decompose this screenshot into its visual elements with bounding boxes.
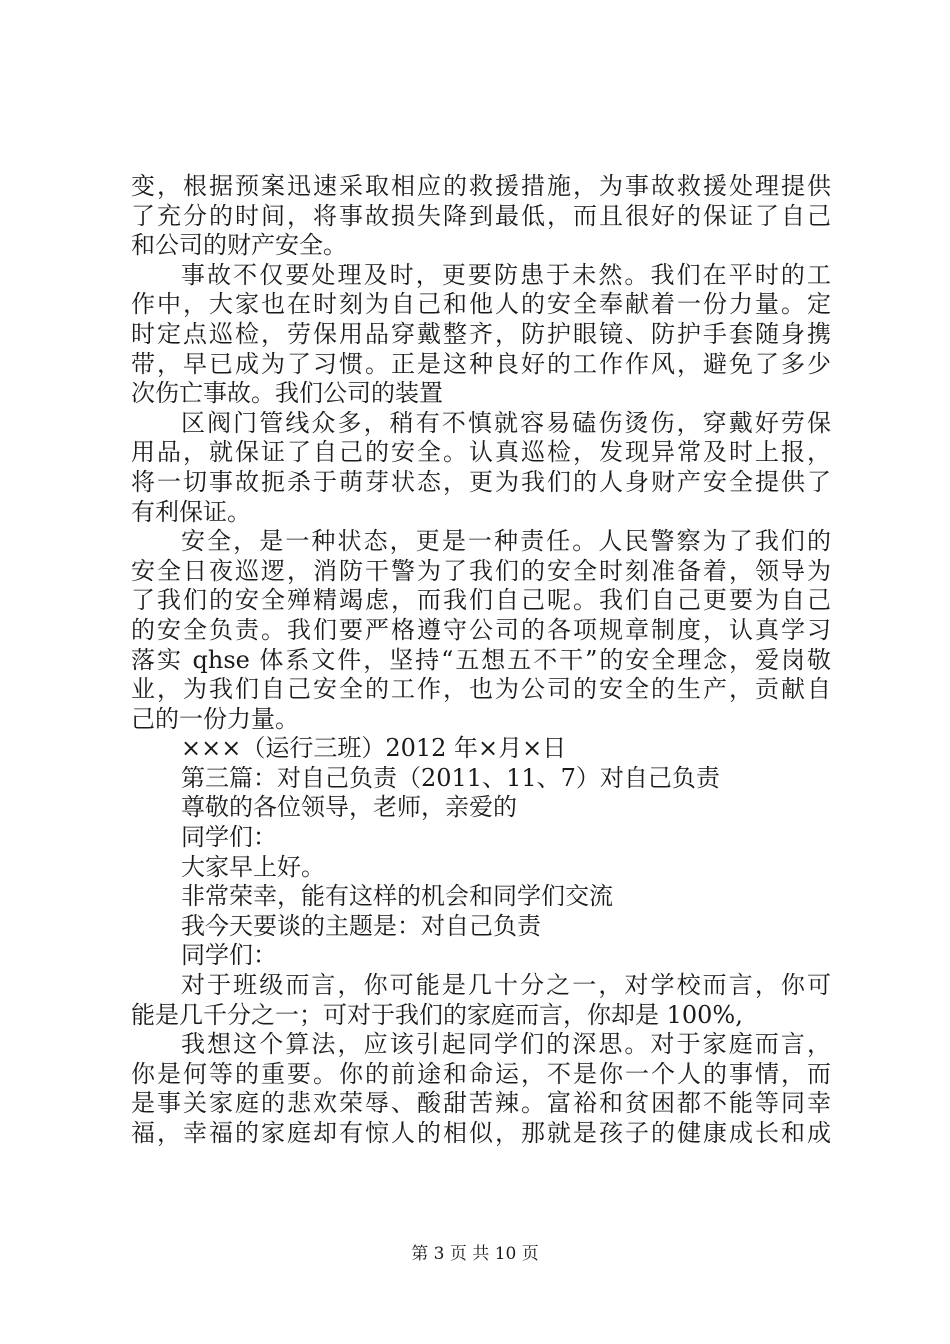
- text-line: 己的一份力量。: [131, 704, 299, 733]
- text-line: 带，早已成为了习惯。正是这种良好的工作作风，避免了多少: [131, 349, 831, 378]
- text-line: 大家早上好。: [181, 852, 325, 881]
- text-line: 区阀门管线众多，稍有不慎就容易磕伤烫伤，穿戴好劳保: [181, 408, 831, 437]
- text-line: 和公司的财产安全。: [131, 231, 347, 260]
- text-line: 是事关家庭的悲欢荣辱、酸甜苦辣。富裕和贫困都不能等同幸: [131, 1089, 831, 1118]
- text-line: 将一切事故扼杀于萌芽状态，更为我们的人身财产安全提供了: [131, 467, 831, 496]
- text-line: 第三篇：对自己负责（2011、11、7）对自己负责: [181, 763, 720, 792]
- text-line: 对于班级而言，你可能是几十分之一，对学校而言，你可: [181, 971, 831, 1000]
- text-line: 我想这个算法，应该引起同学们的深思。对于家庭而言，: [181, 1030, 831, 1059]
- text-line: 非常荣幸，能有这样的机会和同学们交流: [181, 882, 613, 911]
- text-line: 作中，大家也在时刻为自己和他人的安全奉献着一份力量。定: [131, 290, 831, 319]
- text-line: 变，根据预案迅速采取相应的救援措施，为事故救援处理提供: [131, 172, 831, 200]
- text-line: 次伤亡事故。我们公司的装置: [131, 379, 443, 408]
- text-line: 能是几千分之一；可对于我们的家庭而言，你却是 100%,: [131, 1000, 743, 1029]
- text-line: 安全，是一种状态，更是一种责任。人民警察为了我们的: [181, 527, 831, 556]
- page-footer: 第 3 页 共 10 页: [411, 1244, 539, 1264]
- text-line: 有利保证。: [131, 497, 251, 526]
- text-line: 用品，就保证了自己的安全。认真巡检，发现异常及时上报，: [131, 438, 831, 467]
- text-line: 同学们：: [181, 941, 277, 970]
- text-line: 的安全负责。我们要严格遵守公司的各项规章制度，认真学习: [131, 615, 831, 644]
- text-line: 了我们的安全殚精竭虑，而我们自己呢。我们自己更要为自己: [131, 586, 831, 615]
- text-line: 福，幸福的家庭却有惊人的相似，那就是孩子的健康成长和成: [131, 1119, 831, 1147]
- text-line: 我今天要谈的主题是：对自己负责: [181, 911, 541, 940]
- document-body: [131, 172, 831, 1149]
- text-line: 尊敬的各位领导，老师，亲爱的: [181, 793, 517, 822]
- text-line: 业，为我们自己安全的工作，也为公司的安全的生产，贡献自: [131, 675, 831, 704]
- text-line: 安全日夜巡逻，消防干警为了我们的安全时刻准备着，领导为: [131, 556, 831, 585]
- text-line: 同学们：: [181, 823, 277, 852]
- text-line: 事故不仅要处理及时，更要防患于未然。我们在平时的工: [181, 260, 831, 289]
- text-line: 时定点巡检，劳保用品穿戴整齐，防护眼镜、防护手套随身携: [131, 319, 831, 348]
- text-line: 你是何等的重要。你的前途和命运，不是你一个人的事情，而: [131, 1059, 831, 1088]
- text-line: ×××（运行三班）2012 年×月×日: [181, 734, 567, 763]
- text-line: 落实 qhse 体系文件，坚持“五想五不干”的安全理念，爱岗敬: [131, 645, 831, 674]
- text-line: 了充分的时间，将事故损失降到最低，而且很好的保证了自己: [131, 201, 831, 230]
